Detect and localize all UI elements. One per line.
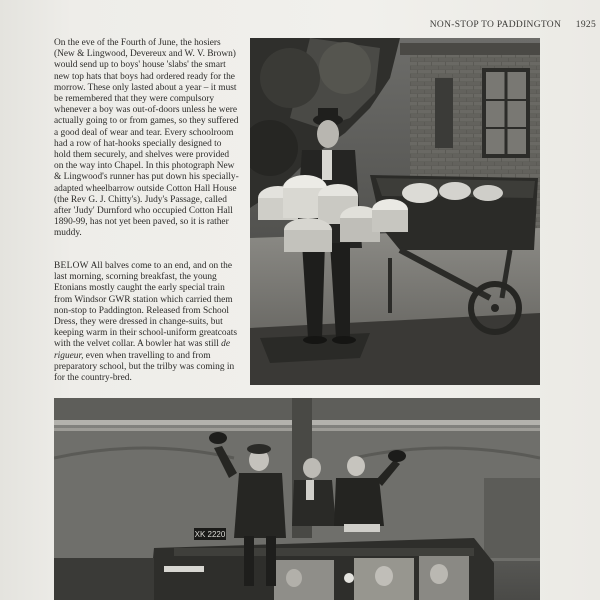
caption-lead-below: BELOW [54,261,89,271]
caption-bottom-text-2: even when travelling to and from preparatory school, but the trilby was coming in for the country-bred. [54,350,235,384]
photo-hat-delivery [250,38,540,385]
photo-station-departure-image [54,398,540,600]
running-header [430,20,596,30]
number-plate: XK 2220 [194,530,226,539]
running-title: NON-STOP TO PADDINGTON [429,20,562,30]
caption-bottom-italic: de rigueur, [54,339,231,361]
caption-bottom-text-1: All balves come to an end, and on the last morning, scorning breakfast, the young Etonians mostly caught the early special train from Windsor GWR station which carried them non-stop to Paddington. Released from School Dress, they were dressed in change-suits, but keeping warm in their school-uniform greatcoats with the velvet collar. A bowler hat was still [54,261,238,350]
photo-hat-delivery-image [250,38,540,385]
page-number: 1925 [575,20,596,30]
caption-bottom [54,261,240,384]
caption-top-text: On the eve of the Fourth of June, the hosiers (New & Lingwood, Devereux and W. V. Brown) would send up to boys' house 'slabs' the smart new top hats that boys had ordered ready for the morrow. These only lasted about a year – it must be remembered that they were compulsory whenever a boy was out-of-doors unless he were actually going to or from games, so they suffered a good deal of wear and tear. Every schoolroom had a row of hat-hooks specially designed to hold them securely, and shelves were provided on the way into Chapel. In this photograph New & Lingwood's runner has put down his specially-adapted wheelbarrow outside Cotton Hall House (the Rev G. J. Chitty's). Judy's Passage, called after 'Judy' Durnford who occupied Cotton Hall 1890-99, has not yet been paved, so it is rather muddy. [54,38,239,239]
photo-station-departure [54,398,540,600]
